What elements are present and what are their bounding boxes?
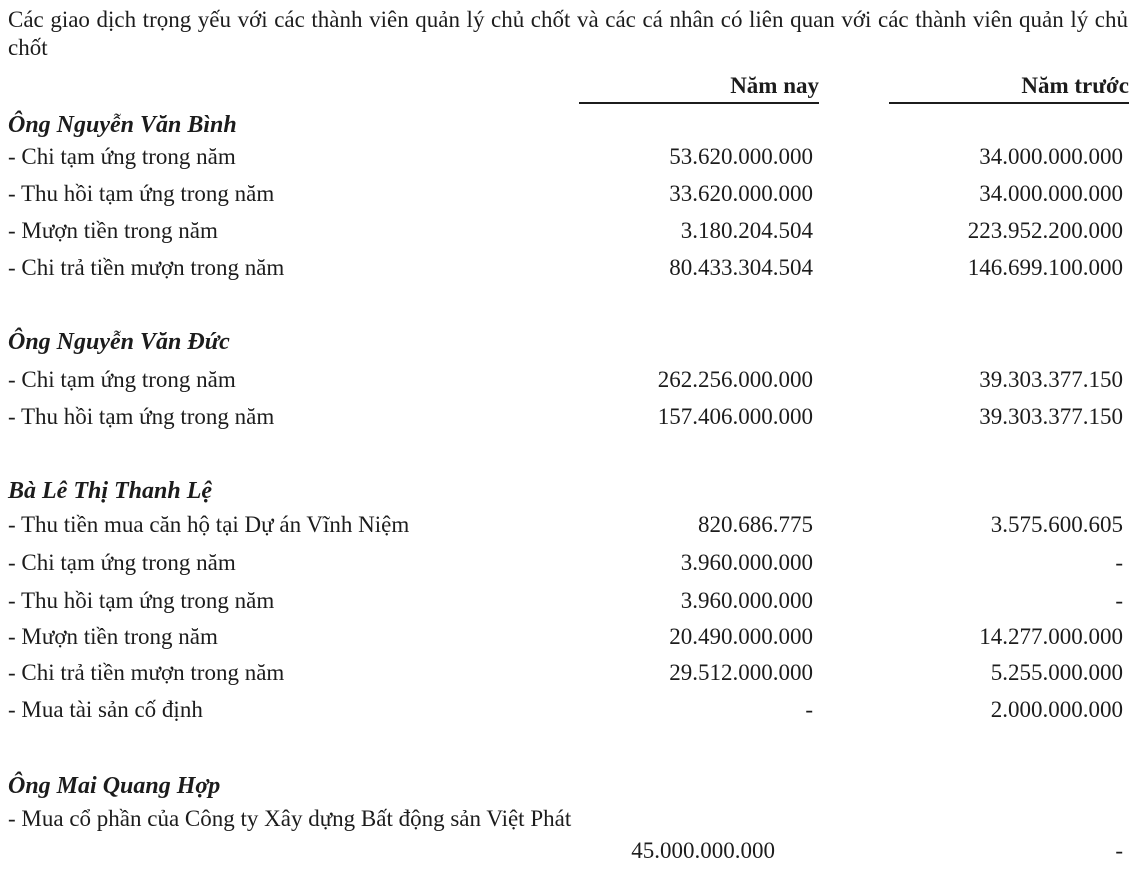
current-year-value: 80.433.304.504 — [669, 255, 813, 280]
current-year-value: - — [805, 697, 813, 722]
table-row — [0, 545, 1140, 581]
current-year-value: 820.686.775 — [698, 512, 813, 537]
table-row — [0, 213, 1140, 249]
table-row — [0, 583, 1140, 619]
table-row — [0, 692, 1140, 728]
table-row — [0, 507, 1140, 543]
current-year-value: 3.960.000.000 — [680, 550, 813, 575]
table-row — [0, 362, 1140, 398]
table-row — [0, 619, 1140, 655]
current-year-value: 3.180.204.504 — [680, 218, 813, 243]
row-label: - Chi trả tiền mượn trong năm — [8, 660, 285, 685]
section-title-nguyen-van-duc: Ông Nguyễn Văn Đức — [8, 329, 230, 355]
current-year-value: 3.960.000.000 — [680, 588, 813, 613]
row-label: - Mua tài sản cố định — [8, 697, 203, 722]
previous-year-value: 2.000.000.000 — [990, 697, 1123, 722]
previous-year-value: 3.575.600.605 — [990, 512, 1123, 537]
previous-year-value: 14.277.000.000 — [979, 624, 1123, 649]
previous-year-value: - — [1115, 588, 1123, 613]
previous-year-value: 34.000.000.000 — [979, 181, 1123, 206]
current-year-value: 157.406.000.000 — [657, 404, 813, 429]
table-row — [0, 250, 1140, 286]
previous-year-value: 5.255.000.000 — [990, 660, 1123, 685]
section-title-le-thi-thanh-le: Bà Lê Thị Thanh Lệ — [8, 478, 213, 504]
row-label: - Chi tạm ứng trong năm — [8, 144, 236, 169]
row-label: - Mua cổ phần của Công ty Xây dựng Bất động sản Việt Phát — [8, 806, 572, 831]
previous-year-value: 39.303.377.150 — [979, 367, 1123, 392]
row-label: - Thu hồi tạm ứng trong năm — [8, 404, 275, 429]
row-label: - Thu tiền mua căn hộ tại Dự án Vĩnh Niệm — [8, 512, 410, 537]
column-header-previous-year: Năm trước — [889, 72, 1129, 104]
current-year-value: 53.620.000.000 — [669, 144, 813, 169]
table-row — [0, 655, 1140, 691]
row-label: - Chi tạm ứng trong năm — [8, 367, 236, 392]
current-year-value: 45.000.000.000 — [631, 838, 775, 863]
previous-year-value: 223.952.200.000 — [967, 218, 1123, 243]
section-title-nguyen-van-binh: Ông Nguyễn Văn Bình — [8, 112, 237, 138]
row-label: - Thu hồi tạm ứng trong năm — [8, 181, 275, 206]
table-row — [0, 399, 1140, 435]
row-label: - Mượn tiền trong năm — [8, 624, 218, 649]
table-row — [0, 176, 1140, 212]
current-year-value: 33.620.000.000 — [669, 181, 813, 206]
column-header-current-year: Năm nay — [579, 72, 819, 104]
previous-year-value: - — [1115, 838, 1123, 863]
current-year-value: 29.512.000.000 — [669, 660, 813, 685]
row-label: - Thu hồi tạm ứng trong năm — [8, 588, 275, 613]
row-label: - Chi tạm ứng trong năm — [8, 550, 236, 575]
current-year-value: 262.256.000.000 — [657, 367, 813, 392]
section-title-mai-quang-hop: Ông Mai Quang Hợp — [8, 773, 221, 799]
intro-paragraph: Các giao dịch trọng yếu với các thành viên quản lý chủ chốt và các cá nhân có liên quan với các thành viên quản lý chủ chốt — [8, 7, 1128, 60]
current-year-value: 20.490.000.000 — [669, 624, 813, 649]
row-label: - Chi trả tiền mượn trong năm — [8, 255, 285, 280]
row-label: - Mượn tiền trong năm — [8, 218, 218, 243]
table-row — [0, 139, 1140, 175]
previous-year-value: - — [1115, 550, 1123, 575]
previous-year-value: 34.000.000.000 — [979, 144, 1123, 169]
previous-year-value: 39.303.377.150 — [979, 404, 1123, 429]
previous-year-value: 146.699.100.000 — [967, 255, 1123, 280]
